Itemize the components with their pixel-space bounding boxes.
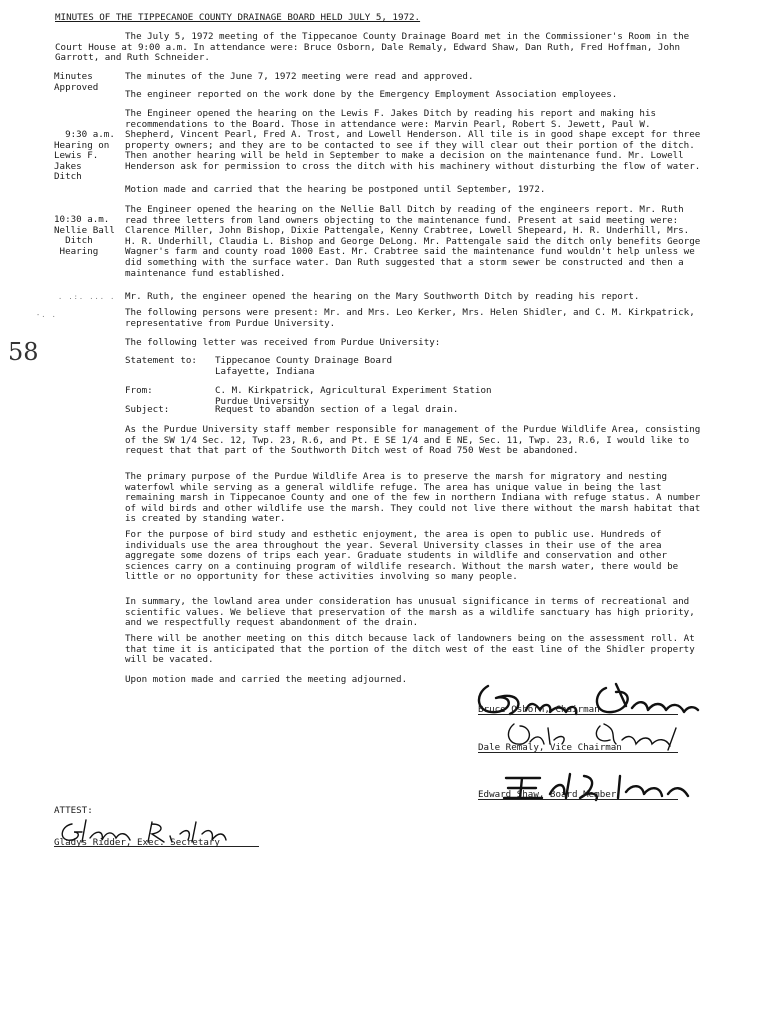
- jakes-hearing: The Engineer opened the hearing on the Lewis F. Jakes Ditch by reading his report and making his recommendations to the Board. Those in attendance were: Marvin Pearl, Robert S. Jewett, Paul W. Shepherd, Vincent Pearl, Fred A. Trost, and Lowell Henderson. All tile is in good shape except for three property owners; and they are to be contacted to see if they will clear out their portion of the ditch. Then another hearing will be held in September to make a decision on the maintenance fund. Mr. Lowell Henderson ask for permission to cross the ditch with his machinery without disturbing the flow of water.: [125, 108, 701, 172]
- intro-paragraph: The July 5, 1972 meeting of the Tippecanoe County Drainage Board met in the Commissioner's Room in the Court House at 9:00 a.m. In attendance were: Bruce Osborn, Dale Remaly, Edward Shaw, Dan Ruth, Fred Hoffman, John Garrott, and Ruth Schneider.: [55, 31, 690, 64]
- ball-hearing: The Engineer opened the hearing on the Nellie Ball Ditch by reading of the engineers report. Mr. Ruth read three letters from land owners objecting to the maintenance fund. Present at said meeting were: Clarence Miller, John Bishop, Dixie Pattengale, Kenny Crabtree, Lowell Shepeard, H. R. Underhill, Mrs. H. R. Underhill, Claudia L. Bishop and George DeLong. Mr. Pattengale said the ditch only benefits George Wagner's farm and county road 1000 East. Mr. Crabtree said the maintenance fund wouldn't help unless we did something with the surface water. Dan Ruth suggested that a storm sewer be constructed and then a maintenance fund established.: [125, 204, 701, 279]
- sidenote-minutes: Minutes Approved: [54, 71, 99, 93]
- southworth-present: The following persons were present: Mr. and Mrs. Leo Kerker, Mrs. Helen Shidler, and C. M. Kirkpatrick, representative from Purdue University.: [125, 307, 695, 329]
- sidenote-ball: 10:30 a.m. Nellie Ball Ditch Hearing: [54, 214, 115, 257]
- sidenote-jakes: 9:30 a.m. Hearing on Lewis F. Jakes Ditch: [54, 129, 115, 183]
- from-value: C. M. Kirkpatrick, Agricultural Experiment Station Purdue University: [215, 385, 492, 407]
- chairman-name: Bruce Osborn, Chairman: [478, 704, 600, 715]
- letter-paragraph-2: The primary purpose of the Purdue Wildlife Area is to preserve the marsh for migratory and nesting waterfowl while serving as a general wildlife refuge. The area has unique value in being the last remaining marsh in Tippecanoe County and one of the few in northern Indiana with refuge status. A number of wild birds and other wildlife use the marsh. They could not live there without the marsh habitat that is created by standing water.: [125, 471, 701, 525]
- closing-paragraph: There will be another meeting on this ditch because lack of landowners being on the assessment roll. At that time it is anticipated that the portion of the ditch west of the east line of the Shidler property will be vacated.: [125, 633, 695, 666]
- adjourn-statement: Upon motion made and carried the meeting adjourned.: [125, 674, 408, 685]
- southworth-opening: Mr. Ruth, the engineer opened the hearing on the Mary Southworth Ditch by reading his report.: [125, 291, 640, 302]
- letter-paragraph-1: As the Purdue University staff member responsible for management of the Purdue Wildlife Area, consisting of the SW 1/4 Sec. 12, Twp. 23, R.6, and Pt. E SE 1/4 and E NE, Sec. 11, Twp. 23, R.6, I would like to request that that part of the Southworth Ditch west of Road 750 West be abandoned.: [125, 424, 701, 457]
- letter-intro: The following letter was received from Purdue University:: [125, 337, 441, 348]
- margin-smudge-2: -. .: [36, 311, 57, 319]
- page-number: 58: [8, 338, 39, 366]
- subject-label: Subject:: [125, 404, 170, 415]
- page-title: MINUTES OF THE TIPPECANOE COUNTY DRAINAGE BOARD HELD JULY 5, 1972.: [55, 12, 421, 23]
- statement-label: Statement to:: [125, 355, 197, 366]
- vice-chairman-name: Dale Remaly, Vice Chairman: [478, 742, 622, 753]
- board-member-name: Edward Shaw, Board Member: [478, 789, 617, 800]
- statement-value: Tippecanoe County Drainage Board Lafayette, Indiana: [215, 355, 393, 377]
- letter-paragraph-3: For the purpose of bird study and esthetic enjoyment, the area is open to public use. Hundreds of individuals use the area throughout the year. Several University classes in their use of the area aggregate some dozens of trips each year. Graduate students in wildlife and conservation and other sciences carry on a continuing program of wildlife research. Without the marsh water, there would be little or no opportunity for these activities involving so many people.: [125, 529, 679, 583]
- margin-smudge: . .:. ... .: [58, 293, 116, 301]
- attest-label: ATTEST:: [54, 805, 93, 816]
- engineer-report: The engineer reported on the work done by the Emergency Employment Association employees.: [125, 89, 618, 100]
- secretary-name: Gladys Ridder, Exec. Secretary: [54, 837, 220, 848]
- jakes-motion: Motion made and carried that the hearing be postponed until September, 1972.: [125, 184, 546, 195]
- from-label: From:: [125, 385, 153, 396]
- subject-value: Request to abandon section of a legal drain.: [215, 404, 459, 415]
- minutes-approved: The minutes of the June 7, 1972 meeting were read and approved.: [125, 71, 474, 82]
- letter-paragraph-4: In summary, the lowland area under consideration has unusual significance in terms of recreational and scientific values. We believe that preservation of the marsh as a wildlife sanctuary has high priority, and we respectfully request abandonment of the drain.: [125, 596, 695, 629]
